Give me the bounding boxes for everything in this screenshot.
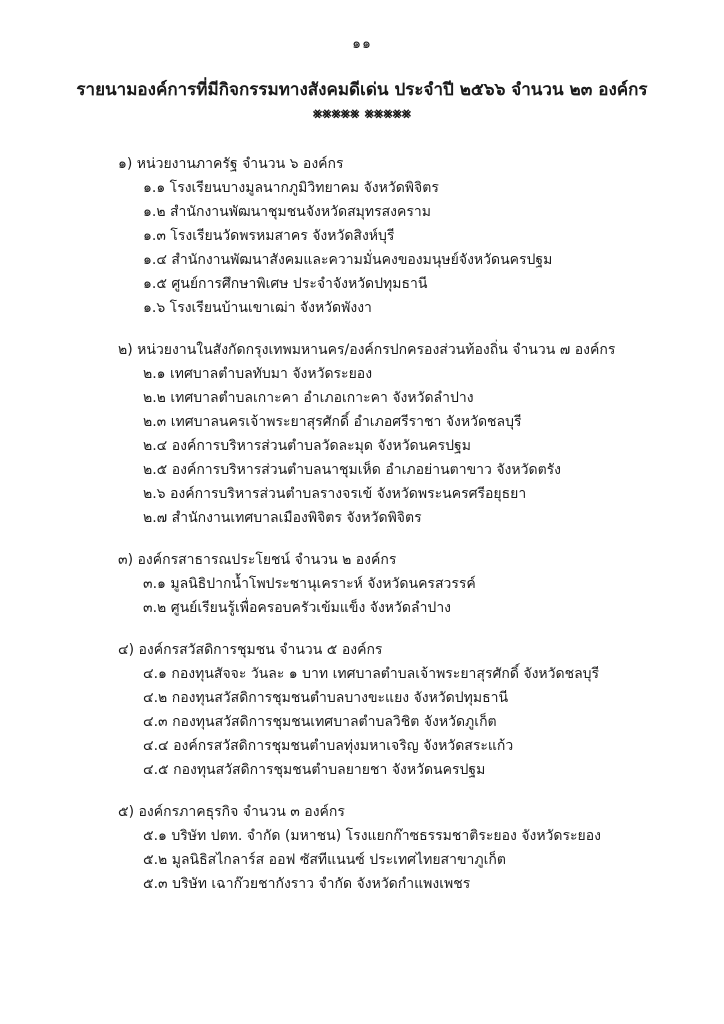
- section-heading: ๕) องค์กรภาคธุรกิจ จำนวน ๓ องค์กร: [118, 804, 345, 820]
- list-item: ๑.๕ ศูนย์การศึกษาพิเศษ ประจำจังหวัดปทุมธานี: [143, 276, 428, 292]
- list-item: ๒.๔ องค์การบริหารส่วนตำบลวัดละมุด จังหวัดนครปฐม: [143, 438, 471, 454]
- list-item: ๕.๒ มูลนิธิสไกลาร์ส ออฟ ซัสทีแนนซ์ ประเทศไทยสาขาภูเก็ต: [143, 852, 506, 868]
- list-item: ๒.๓ เทศบาลนครเจ้าพระยาสุรศักดิ์ อำเภอศรีราชา จังหวัดชลบุรี: [143, 414, 522, 430]
- list-item: ๑.๓ โรงเรียนวัดพรหมสาคร จังหวัดสิงห์บุรี: [143, 228, 395, 244]
- section-local-government: [0, 338, 724, 530]
- list-item: ๑.๒ สำนักงานพัฒนาชุมชนจังหวัดสมุทรสงคราม: [143, 204, 431, 220]
- section-heading: ๒) หน่วยงานในสังกัดกรุงเทพมหานคร/องค์กรปกครองส่วนท้องถิ่น จำนวน ๗ องค์กร: [118, 342, 616, 358]
- list-item: ๕.๓ บริษัท เฉาก๊วยชากังราว จำกัด จังหวัดกำแพงเพชร: [143, 876, 471, 892]
- list-item: ๒.๗ สำนักงานเทศบาลเมืองพิจิตร จังหวัดพิจิตร: [143, 510, 422, 526]
- list-item: ๔.๓ กองทุนสวัสดิการชุมชนเทศบาลตำบลวิชิต จังหวัดภูเก็ต: [143, 714, 497, 730]
- list-item: ๑.๖ โรงเรียนบ้านเขาเฒ่า จังหวัดพังงา: [143, 300, 372, 316]
- list-item: ๒.๖ องค์การบริหารส่วนตำบลรางจรเข้ จังหวัดพระนครศรีอยุธยา: [143, 486, 527, 502]
- list-item: ๓.๑ มูลนิธิปากน้ำโพประชานุเคราะห์ จังหวัดนครสวรรค์: [143, 576, 476, 592]
- section-community-welfare: [0, 638, 724, 782]
- list-item: ๒.๕ องค์การบริหารส่วนตำบลนาชุมเห็ด อำเภอย่านตาขาว จังหวัดตรัง: [143, 462, 562, 478]
- list-item: ๔.๕ กองทุนสวัสดิการชุมชนตำบลยายชา จังหวัดนครปฐม: [143, 762, 486, 778]
- list-item: ๑.๑ โรงเรียนบางมูลนากภูมิวิทยาคม จังหวัดพิจิตร: [143, 180, 439, 196]
- section-public-benefit: [0, 548, 724, 620]
- section-business: [0, 800, 724, 896]
- section-heading: ๓) องค์กรสาธารณประโยชน์ จำนวน ๒ องค์กร: [118, 552, 397, 568]
- section-government: [0, 152, 724, 320]
- page-number: ๑๑: [352, 36, 372, 52]
- list-item: ๒.๒ เทศบาลตำบลเกาะคา อำเภอเกาะคา จังหวัดลำปาง: [143, 390, 474, 406]
- section-heading: ๑) หน่วยงานภาครัฐ จำนวน ๖ องค์กร: [118, 156, 344, 172]
- organization-list: [0, 152, 724, 896]
- list-item: ๔.๔ องค์กรสวัสดิการชุมชนตำบลทุ่งมหาเจริญ จังหวัดสระแก้ว: [143, 738, 514, 754]
- title-ornament: ⨳⨳⨳⨳⨳ ⨳⨳⨳⨳⨳: [312, 104, 412, 122]
- list-item: ๓.๒ ศูนย์เรียนรู้เพื่อครอบครัวเข้มแข็ง จังหวัดลำปาง: [143, 600, 452, 616]
- list-item: ๒.๑ เทศบาลตำบลทับมา จังหวัดระยอง: [143, 366, 373, 382]
- list-item: ๔.๑ กองทุนสัจจะ วันละ ๑ บาท เทศบาลตำบลเจ้าพระยาสุรศักดิ์ จังหวัดชลบุรี: [143, 666, 600, 682]
- section-heading: ๔) องค์กรสวัสดิการชุมชน จำนวน ๕ องค์กร: [118, 642, 383, 658]
- list-item: ๔.๒ กองทุนสวัสดิการชุมชนตำบลบางขะแยง จังหวัดปทุมธานี: [143, 690, 509, 706]
- document-title: รายนามองค์การที่มีกิจกรรมทางสังคมดีเด่น ประจำปี ๒๕๖๖ จำนวน ๒๓ องค์กร: [76, 80, 648, 100]
- list-item: ๑.๔ สำนักงานพัฒนาสังคมและความมั่นคงของมนุษย์จังหวัดนครปฐม: [143, 252, 553, 268]
- list-item: ๕.๑ บริษัท ปตท. จำกัด (มหาชน) โรงแยกก๊าซธรรมชาติระยอง จังหวัดระยอง: [143, 828, 601, 844]
